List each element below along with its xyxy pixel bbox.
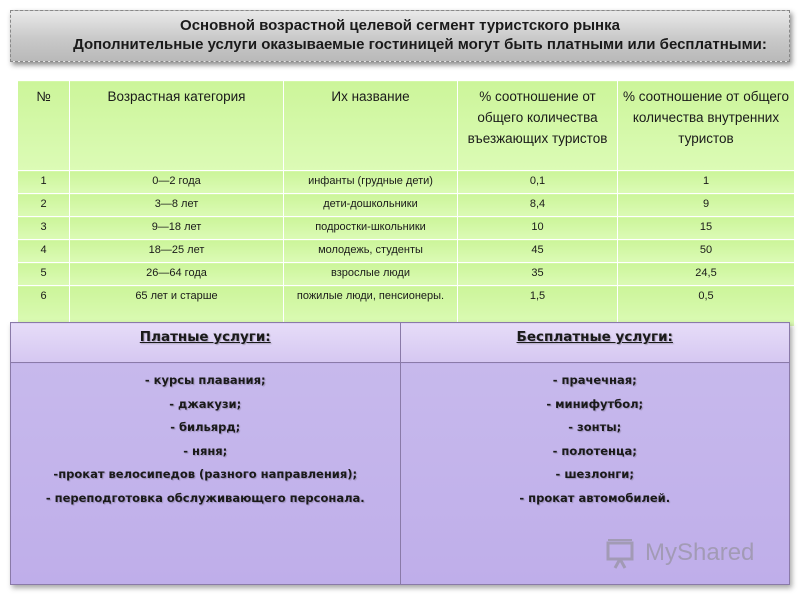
table-row — [18, 286, 795, 327]
cell-number: 6 — [18, 286, 70, 327]
cell-domestic: 50 — [618, 240, 795, 263]
list-item: - минифутбол; — [546, 396, 644, 411]
cell-number: 4 — [18, 240, 70, 263]
cell-age: 18—25 лет — [70, 240, 284, 263]
watermark — [605, 537, 770, 571]
cell-name: пожилые люди, пенсионеры. — [284, 286, 458, 327]
list-item: - курсы плавания; — [144, 373, 266, 387]
table-row — [18, 263, 795, 286]
cell-inbound: 45 — [458, 240, 618, 263]
cell-name: молодежь, студенты — [284, 240, 458, 263]
cell-number: 3 — [18, 217, 70, 240]
age-segment-table — [17, 80, 795, 327]
col-header-name: Их название — [284, 81, 458, 171]
table-row — [18, 217, 795, 240]
paid-services-header: Платные услуги: — [11, 323, 401, 363]
list-item: - бильярд; — [170, 420, 241, 434]
list-item: - прачечная; — [552, 373, 637, 387]
paid-services-list — [12, 369, 399, 510]
cell-domestic: 9 — [618, 194, 795, 217]
title-line-1: Основной возрастной целевой сегмент туристского рынка — [180, 17, 620, 34]
list-item: - няня; — [183, 443, 228, 458]
list-item: - зонты; — [568, 420, 622, 434]
presentation-board-icon — [605, 537, 639, 571]
cell-domestic: 24,5 — [618, 263, 795, 286]
list-item: - прокат автомобилей. — [519, 490, 671, 505]
title-banner — [10, 10, 790, 62]
cell-name: дети-дошкольники — [284, 194, 458, 217]
table-row — [18, 171, 795, 194]
col-header-age-category: Возрастная категория — [70, 81, 284, 171]
table-row — [18, 240, 795, 263]
cell-age: 26—64 года — [70, 263, 284, 286]
cell-domestic: 0,5 — [618, 286, 795, 327]
cell-inbound: 1,5 — [458, 286, 618, 327]
cell-age: 3—8 лет — [70, 194, 284, 217]
cell-inbound: 10 — [458, 217, 618, 240]
cell-inbound: 35 — [458, 263, 618, 286]
free-services-list — [402, 369, 789, 510]
list-item: -прокат велосипедов (разного направления); — [53, 467, 358, 481]
cell-number: 5 — [18, 263, 70, 286]
col-header-domestic-percent: % соотношение от общего количества внутренних туристов — [618, 81, 795, 171]
cell-name: взрослые люди — [284, 263, 458, 286]
cell-age: 9—18 лет — [70, 217, 284, 240]
cell-domestic: 15 — [618, 217, 795, 240]
cell-name: инфанты (грудные дети) — [284, 171, 458, 194]
cell-number: 1 — [18, 171, 70, 194]
services-header-row — [11, 323, 790, 363]
col-header-inbound-percent: % соотношение от общего количества въезжающих туристов — [458, 81, 618, 171]
cell-domestic: 1 — [618, 171, 795, 194]
list-item: - полотенца; — [552, 443, 637, 458]
cell-number: 2 — [18, 194, 70, 217]
cell-inbound: 8,4 — [458, 194, 618, 217]
table-header-row — [18, 81, 795, 171]
cell-inbound: 0,1 — [458, 171, 618, 194]
title-line-2: Дополнительные услуги оказываемые гостиницей могут быть платными или бесплатными: — [73, 36, 767, 53]
cell-name: подростки-школьники — [284, 217, 458, 240]
free-services-header: Бесплатные услуги: — [400, 323, 790, 363]
list-item: - переподготовка обслуживающего персонала. — [45, 490, 365, 505]
table-row — [18, 194, 795, 217]
paid-services-cell — [11, 363, 401, 585]
cell-age: 0—2 года — [70, 171, 284, 194]
list-item: - шезлонги; — [555, 467, 634, 481]
list-item: - джакузи; — [169, 396, 242, 411]
watermark-text: MyShared — [645, 539, 755, 566]
cell-age: 65 лет и старше — [70, 286, 284, 327]
col-header-number: № — [18, 81, 70, 171]
